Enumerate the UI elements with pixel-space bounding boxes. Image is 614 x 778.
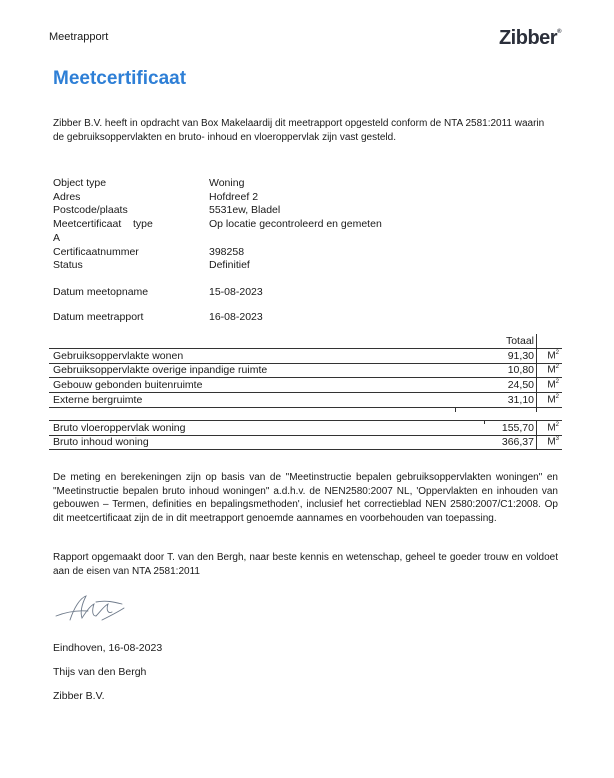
logo-text: Zibber bbox=[498, 27, 558, 49]
table-row: Bruto vloeroppervlak woning 155,70 $M^2$ bbox=[49, 420, 562, 436]
detail-value: Definitief bbox=[209, 259, 250, 271]
zibber-logo bbox=[499, 27, 561, 50]
detail-value: 398258 bbox=[209, 246, 245, 258]
detail-label: A bbox=[53, 232, 61, 244]
header-label: Meetrapport bbox=[49, 31, 109, 43]
detail-label: Meetcertificaat type bbox=[53, 218, 153, 230]
date-label: Datum meetrapport bbox=[53, 311, 144, 323]
total-header: Totaal bbox=[505, 335, 534, 347]
detail-value: 5531ew, Bladel bbox=[209, 204, 281, 216]
date-label: Datum meetopname bbox=[53, 286, 149, 298]
date-value: 16-08-2023 bbox=[209, 311, 263, 323]
measurement-paragraph: De meting en berekeningen zijn op basis van de "Meetinstructie bepalen gebruiksoppervlakten woningen" en "Meetinstructie bepalen bruto inhoud woningen" a.d.h.v. de NEN2580:2007 NL, 'Oppervlakten en inhouden van gebouwen – Termen, definities en bepalingsmethoden', inclusief het correctieblad NEN 2580:2007/C1:2008. Op dit meetcertificaat zijn de in dit meetrapport genoemde aannames en voorbehouden van toepassing. bbox=[53, 472, 558, 524]
detail-value: Hofdreef 2 bbox=[209, 190, 259, 203]
company-name: Zibber B.V. bbox=[53, 690, 105, 702]
signature bbox=[52, 590, 132, 630]
table-row: Gebruiksoppervlakte wonen 91,30 $M^2$ bbox=[49, 348, 562, 364]
page-title: Meetcertificaat bbox=[53, 68, 187, 89]
detail-value: Woning bbox=[209, 177, 245, 189]
place-date: Eindhoven, 16-08-2023 bbox=[53, 642, 163, 654]
detail-label: Status bbox=[53, 259, 83, 271]
intro-text: Zibber B.V. heeft in opdracht van Box Makelaardij dit meetrapport opgesteld conform de NTA 2581:2011 waarin de gebruiksoppervlakten en bruto- inhoud en vloeroppervlak zijn vast gesteld. bbox=[53, 118, 545, 143]
detail-label: Postcode/plaats bbox=[53, 204, 128, 216]
detail-value: Op locatie gecontroleerd en gemeten bbox=[209, 218, 382, 230]
detail-label: Certificaatnummer bbox=[53, 246, 139, 258]
report-paragraph: Rapport opgemaakt door T. van den Bergh, naar beste kennis en wetenschap, geheel te goeder trouw en voldoet aan de eisen van NTA 2581:2011 bbox=[53, 552, 558, 577]
logo-registered-mark: ® bbox=[557, 29, 561, 35]
table-row: Gebruiksoppervlakte overige inpandige ruimte 10,80 $M^2$ bbox=[49, 363, 562, 378]
table-row: Gebouw gebonden buitenruimte 24,50 $M^2$ bbox=[49, 378, 562, 393]
table-row: Externe bergruimte 31,10 $M^2$ bbox=[49, 393, 562, 408]
table-row: Bruto inhoud woning 366,37 $M^3$ bbox=[49, 435, 562, 450]
detail-label: Adres bbox=[53, 190, 81, 203]
date-value: 15-08-2023 bbox=[209, 286, 263, 298]
detail-label: Object type bbox=[53, 177, 107, 189]
table-header-row bbox=[49, 334, 562, 348]
author-name: Thijs van den Bergh bbox=[53, 666, 147, 678]
